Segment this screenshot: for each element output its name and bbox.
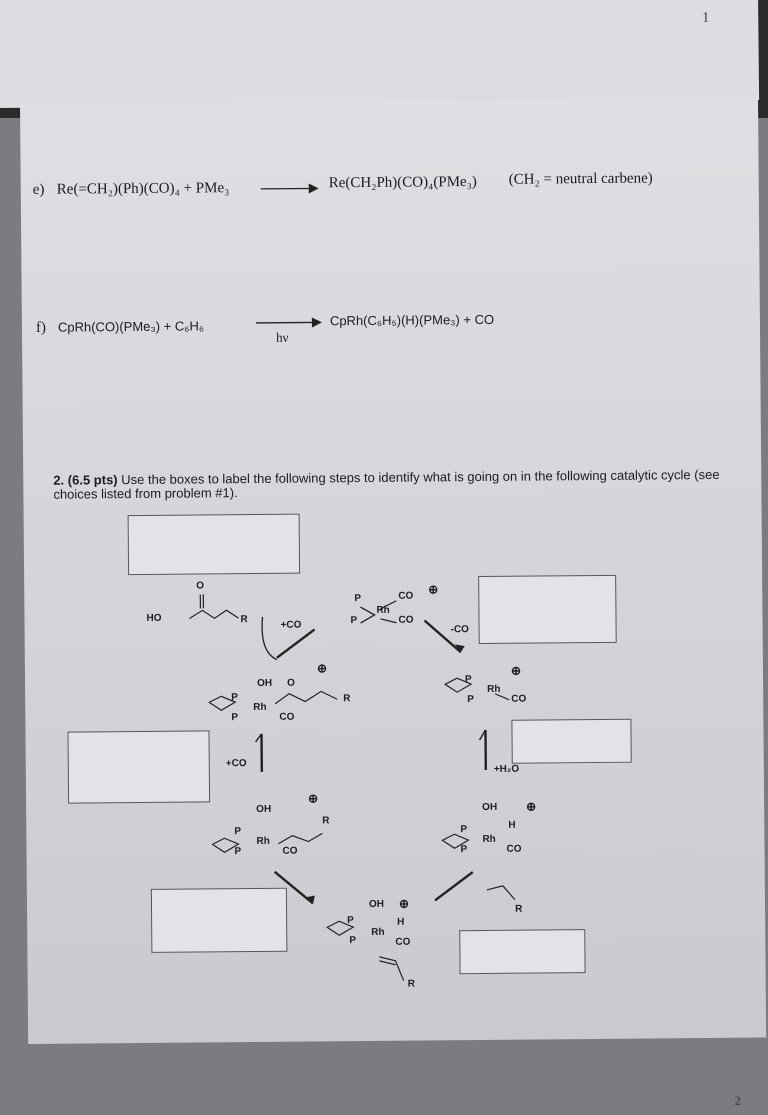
bottom-r: R [408,979,415,990]
bottom-rh: Rh [371,927,384,938]
problem-e-reactants: Re(=CH₂)(Ph)(CO)₄ + PMe₃ [57,180,230,199]
left-upper-co: CO [279,712,294,723]
alkene-r-label: R [515,904,522,915]
problem-e-product: Re(CH₂Ph)(CO)₄(PMe₃) [329,174,477,192]
bottom-p-bot: P [349,935,356,946]
problem-f-label: f) [36,320,46,337]
right-lower-co: CO [506,844,521,855]
right-upper-co: CO [511,694,526,705]
problem-e-label: e) [33,182,45,199]
left-lower-r: R [322,815,329,826]
catalytic-cycle-drawing [20,98,766,1044]
left-upper-charge: ⊕ [317,661,327,675]
right-lower-rh: Rh [482,834,495,845]
left-lower-rh: Rh [256,836,269,847]
right-lower-oh: OH [482,802,497,813]
left-lower-p-bot: P [234,846,241,857]
product-ho-label: HO [146,613,161,624]
right-upper-p-top: P [465,674,472,685]
bottom-h: H [397,917,404,928]
step-plus-co-left: +CO [226,758,247,769]
product-o-label: O [196,580,204,591]
left-upper-oh: OH [257,678,272,689]
right-upper-p-bot: P [467,694,474,705]
step-plus-h2o: +H₂O [494,764,519,775]
problem-f-condition: hν [276,330,289,346]
bottom-co: CO [395,937,410,948]
worksheet-page [20,98,766,1044]
right-upper-rh: Rh [487,684,500,695]
step-plus-co-top: +CO [281,620,302,631]
top-co-upper: CO [398,591,413,602]
page-number-top: 1 [702,11,709,27]
right-lower-p-top: P [460,824,467,835]
top-co: CO [398,615,413,626]
step-minus-co: -CO [451,624,469,635]
previous-page [0,0,759,108]
left-upper-p-top: P [231,692,238,703]
left-upper-rh: Rh [253,702,266,713]
left-lower-p-top: P [234,826,241,837]
left-upper-r: R [343,693,350,704]
left-lower-co: CO [282,846,297,857]
top-p-lower: P [350,615,357,626]
left-lower-oh: OH [256,804,271,815]
left-upper-p-bot: P [231,712,238,723]
top-p-upper: P [354,593,361,604]
bottom-oh: OH [369,899,384,910]
question-2-points: (6.5 pts) [68,472,118,487]
bottom-charge: ⊕ [399,897,409,911]
top-rh: Rh [376,605,389,616]
left-upper-o: O [287,678,295,689]
problem-e-note: (CH₂ = neutral carbene) [509,170,653,188]
question-2-instructions: Use the boxes to label the following steps to identify what is going on in the following catalytic cycle (see choices listed from problem #1). [53,467,719,502]
right-lower-h: H [508,820,515,831]
question-2-number: 2. [53,473,64,488]
left-lower-charge: ⊕ [308,791,318,805]
top-charge: ⊕ [428,582,438,596]
bottom-p-top: P [347,915,354,926]
problem-f-product: CpRh(C₆H₅)(H)(PMe₃) + CO [330,312,494,328]
right-lower-charge: ⊕ [526,800,536,814]
page-number-bottom: 2 [735,1094,741,1109]
product-r-label: R [240,614,247,625]
right-lower-p-bot: P [460,844,467,855]
problem-f-reactants: CpRh(CO)(PMe₃) + C₆H₆ [58,318,204,334]
right-upper-charge: ⊕ [511,664,521,678]
